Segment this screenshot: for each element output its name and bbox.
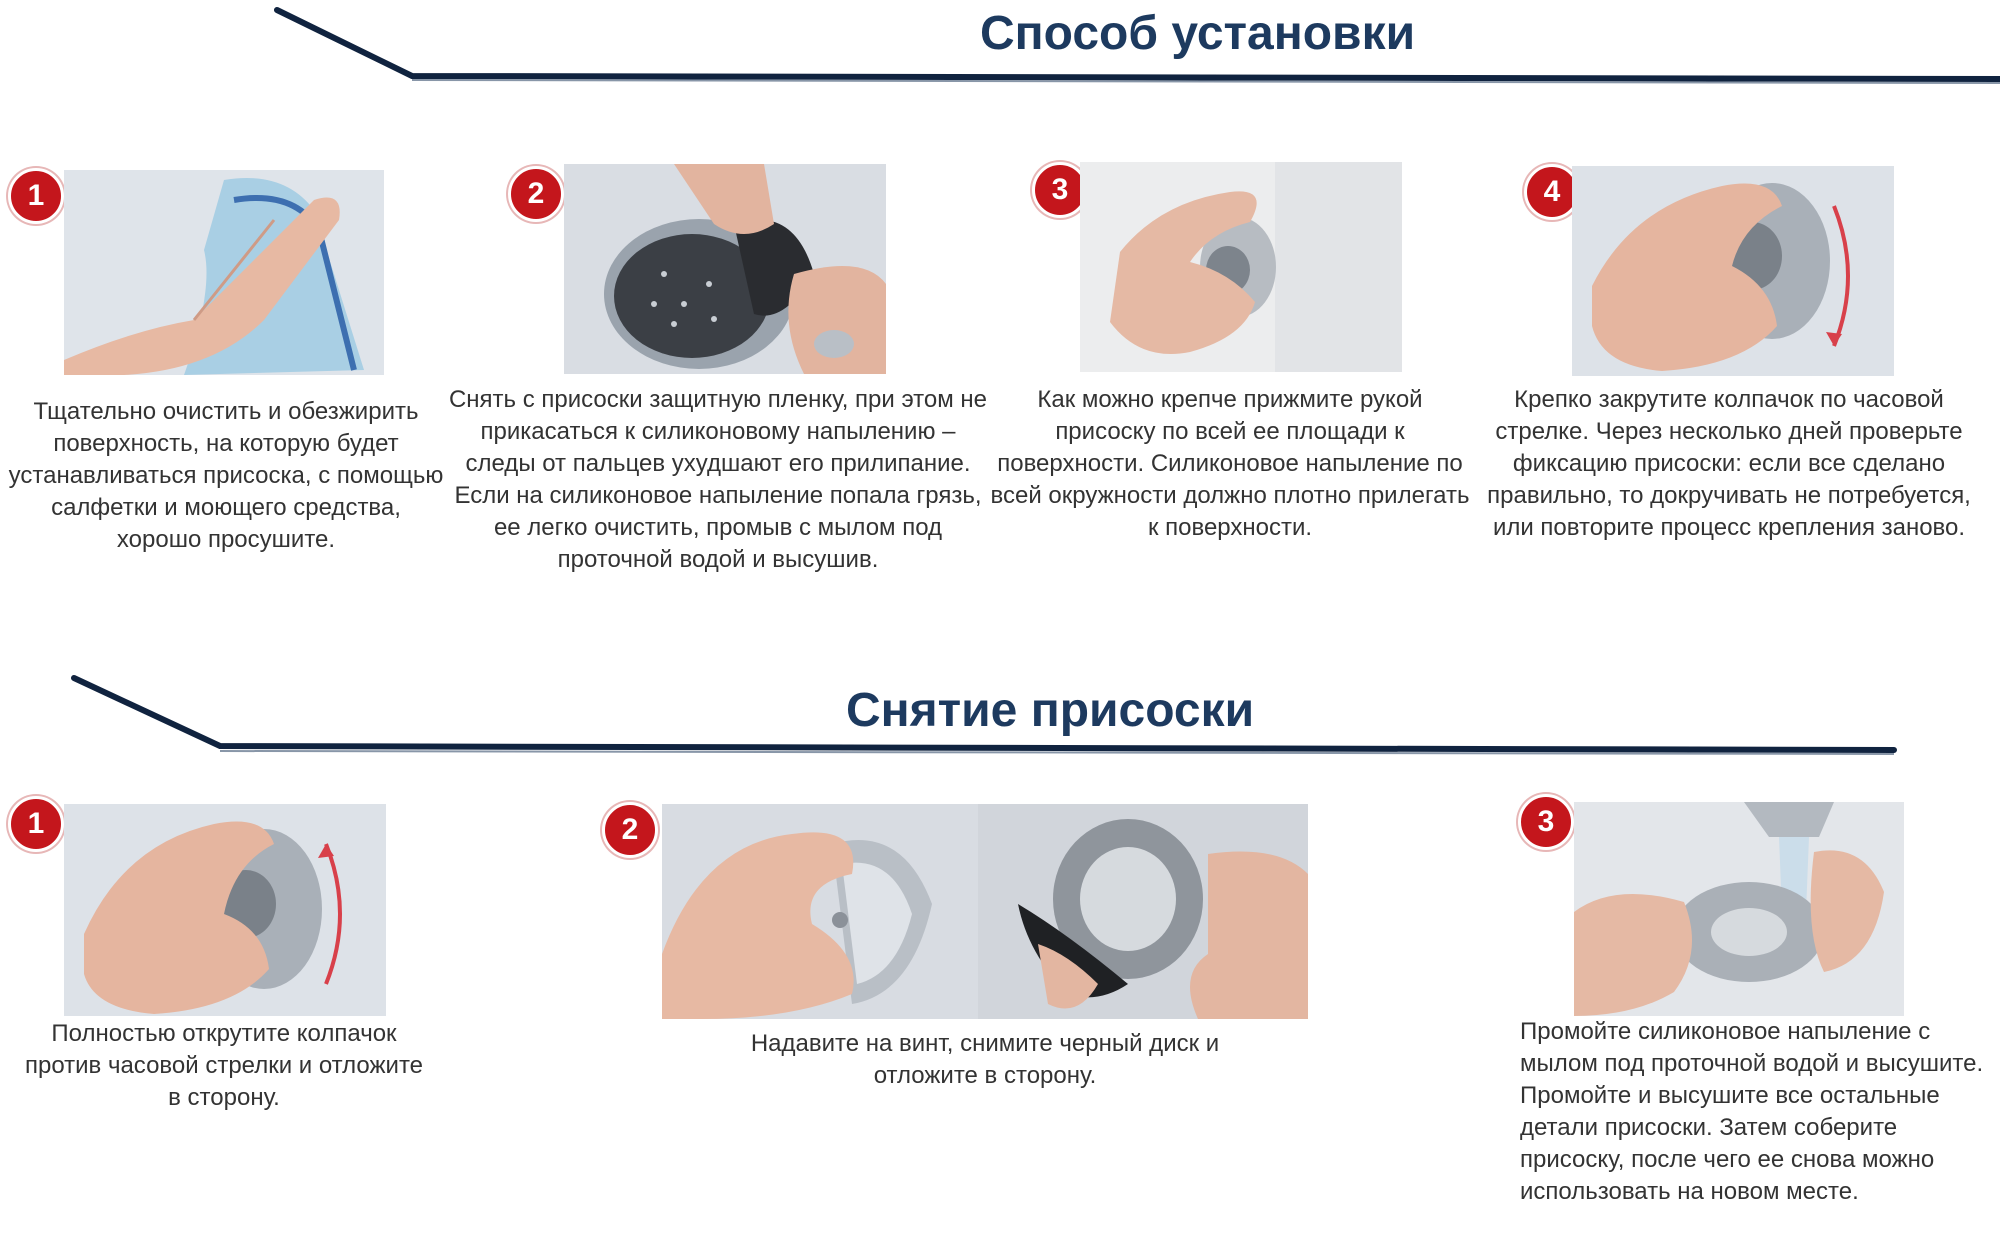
step-number-badge: 3: [1032, 162, 1088, 218]
photo-rinsing-under-tap: [1574, 802, 1904, 1016]
photo-hand-wiping-surface: [64, 170, 384, 375]
step-number-badge: 2: [602, 802, 658, 858]
step-number-badge: 3: [1518, 794, 1574, 850]
step-number-badge: 4: [1524, 164, 1580, 220]
removal-title: Снятие присоски: [846, 684, 1255, 737]
step-number-badge: 1: [8, 168, 64, 224]
photo-pressing-screw: [662, 804, 978, 1019]
step-caption: Промойте силиконовое напыление с мылом под проточной водой и высушите. Промойте и высушите все остальные детали присоски. Затем соберите присоску, после чего ее снова можно использовать на новом месте.: [1520, 1018, 1984, 1205]
photo-pressing-suction-cup: [1080, 162, 1402, 372]
step-number-badge: 2: [508, 166, 564, 222]
step-number-badge: 1: [8, 796, 64, 852]
step-caption: Тщательно очистить и обезжирить поверхность, на которую будет устанавливаться присоска, с помощью салфетки и моющего средства, хорошо просушите.: [8, 398, 444, 553]
photo-removing-black-disc: [978, 804, 1308, 1019]
step-caption: Снять с присоски защитную пленку, при этом не прикасаться к силиконовому напылению – следы от пальцев ухудшают его прилипание. Если на силиконовое напыление попала грязь, ее легко очистить, промыв с мылом под проточной водой и высушив.: [448, 386, 988, 573]
photo-peeling-protective-film: [564, 164, 886, 374]
photo-twisting-cap-clockwise: [1572, 166, 1894, 376]
step-caption: Как можно крепче прижмите рукой присоску по всей ее площади к поверхности. Силиконовое напыление по всей окружности должно плотно прилегать к поверхности.: [990, 386, 1470, 541]
step-caption: Надавите на винт, снимите черный диск и отложите в сторону.: [750, 1030, 1220, 1089]
step-caption: Полностью открутите колпачок против часовой стрелки и отложите в сторону.: [24, 1020, 424, 1111]
step-caption: Крепко закрутите колпачок по часовой стрелке. Через несколько дней проверьте фиксацию присоски: если все сделано правильно, то докручивать не потребуется, или повторите процесс крепления заново.: [1487, 386, 1971, 541]
installation-title: Способ установки: [980, 7, 1416, 60]
photo-unscrewing-cap-counterclockwise: [64, 804, 386, 1016]
